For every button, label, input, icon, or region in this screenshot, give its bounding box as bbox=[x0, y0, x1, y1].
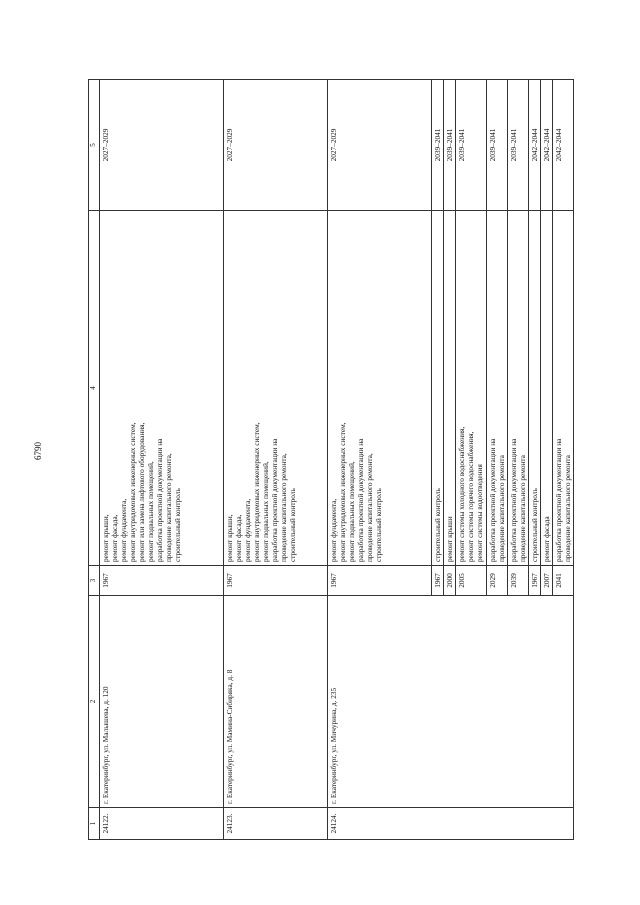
works-cell bbox=[328, 211, 432, 566]
work-item: ремонт подвальных помещений, bbox=[347, 461, 356, 562]
works-cell bbox=[444, 211, 456, 566]
work-item: ремонт фундамента, bbox=[329, 498, 338, 562]
year-cell: 1967 bbox=[328, 566, 432, 596]
period-cell: 2039–2041 bbox=[456, 80, 487, 211]
work-item: ремонт фасада, bbox=[234, 514, 243, 562]
work-item: ремонт подвальных помещений, bbox=[146, 461, 155, 562]
work-item: проведение капитального ремонта, bbox=[365, 453, 374, 562]
year-cell: 2041 bbox=[553, 566, 574, 596]
work-item: ремонт крыши bbox=[445, 516, 454, 562]
work-item: разработка проектной документации на bbox=[554, 438, 563, 562]
table-row bbox=[224, 80, 328, 840]
works-cell bbox=[508, 211, 529, 566]
work-item: ремонт крыши, bbox=[225, 514, 234, 562]
period-cell: 2042–2044 bbox=[541, 80, 553, 211]
work-item: ремонт системы водоотведения bbox=[475, 464, 484, 562]
works-cell bbox=[529, 211, 541, 566]
work-item: ремонт системы горячего водоснабжения, bbox=[466, 431, 475, 562]
work-item: строительный контроль bbox=[173, 488, 182, 562]
period-cell: 2027–2029 bbox=[328, 80, 432, 211]
work-item: ремонт системы холодного водоснабжения, bbox=[457, 426, 466, 562]
address-cell: г. Екатеринбург, ул. Мичурина, д. 235 bbox=[328, 596, 574, 808]
row-number-cell: 24122. bbox=[100, 808, 224, 840]
year-cell: 1967 bbox=[529, 566, 541, 596]
rotated-table-frame bbox=[88, 80, 572, 840]
work-item: ремонт внутридомовых инженерных систем, bbox=[128, 422, 137, 562]
work-item: ремонт фундамента, bbox=[243, 498, 252, 562]
repair-schedule-table bbox=[88, 79, 574, 840]
work-item: ремонт внутридомовых инженерных систем, bbox=[252, 422, 261, 562]
works-cell bbox=[100, 211, 224, 566]
works-cell bbox=[553, 211, 574, 566]
table-body bbox=[89, 80, 574, 840]
work-item: разработка проектной документации на bbox=[270, 438, 279, 562]
work-item: проведение капитального ремонта, bbox=[279, 453, 288, 562]
table-row bbox=[328, 80, 432, 840]
work-item: разработка проектной документации на bbox=[356, 438, 365, 562]
work-item: разработка проектной документации на bbox=[155, 438, 164, 562]
row-number-cell: 24123. bbox=[224, 808, 328, 840]
header-cell-2: 2 bbox=[89, 596, 100, 808]
period-cell: 2042–2044 bbox=[529, 80, 541, 211]
year-cell: 2000 bbox=[444, 566, 456, 596]
work-item: строительный контроль bbox=[288, 488, 297, 562]
works-cell bbox=[224, 211, 328, 566]
address-cell: г. Екатеринбург, ул. Малышева, д. 120 bbox=[100, 596, 224, 808]
period-cell: 2039–2041 bbox=[487, 80, 508, 211]
address-cell: г. Екатеринбург, ул. Мамина-Сибиряка, д. 8 bbox=[224, 596, 328, 808]
year-cell: 1967 bbox=[100, 566, 224, 596]
period-cell: 2027–2029 bbox=[224, 80, 328, 211]
work-item: ремонт крыши, bbox=[101, 514, 110, 562]
header-cell-3: 3 bbox=[89, 566, 100, 596]
row-number-cell: 24124. bbox=[328, 808, 574, 840]
period-cell: 2027–2029 bbox=[100, 80, 224, 211]
rotated-table-wrapper bbox=[88, 80, 572, 840]
works-cell bbox=[432, 211, 444, 566]
works-cell bbox=[487, 211, 508, 566]
work-item: проведение капитального ремонта, bbox=[164, 453, 173, 562]
header-cell-1: 1 bbox=[89, 808, 100, 840]
work-item: ремонт фасада, bbox=[110, 514, 119, 562]
works-cell bbox=[456, 211, 487, 566]
period-cell: 2039–2041 bbox=[444, 80, 456, 211]
period-cell: 2039–2041 bbox=[508, 80, 529, 211]
period-cell: 2039–2041 bbox=[432, 80, 444, 211]
work-item: строительный контроль bbox=[530, 488, 539, 562]
work-item: ремонт внутридомовых инженерных систем, bbox=[338, 422, 347, 562]
work-item: строительный контроль bbox=[374, 488, 383, 562]
page-number: 6790 bbox=[33, 442, 43, 460]
work-item: разработка проектной документации на bbox=[488, 438, 497, 562]
work-item: ремонт фундамента, bbox=[119, 498, 128, 562]
period-cell: 2042–2044 bbox=[553, 80, 574, 211]
work-item: проведение капитального ремонта bbox=[497, 455, 506, 562]
work-item: строительный контроль bbox=[433, 488, 442, 562]
work-item: ремонт или замена лифтового оборудования, bbox=[137, 422, 146, 562]
year-cell: 1967 bbox=[224, 566, 328, 596]
year-cell: 2039 bbox=[508, 566, 529, 596]
header-row bbox=[89, 80, 100, 840]
year-cell: 2029 bbox=[487, 566, 508, 596]
header-cell-4: 4 bbox=[89, 211, 100, 566]
table-row bbox=[100, 80, 224, 840]
header-cell-5: 5 bbox=[89, 80, 100, 211]
work-item: ремонт подвальных помещений, bbox=[261, 461, 270, 562]
work-item: проведение капитального ремонта bbox=[563, 455, 572, 562]
work-item: ремонт фасада bbox=[542, 516, 551, 562]
year-cell: 2007 bbox=[541, 566, 553, 596]
year-cell: 1967 bbox=[432, 566, 444, 596]
work-item: проведение капитального ремонта bbox=[518, 455, 527, 562]
work-item: разработка проектной документации на bbox=[509, 438, 518, 562]
year-cell: 2005 bbox=[456, 566, 487, 596]
works-cell bbox=[541, 211, 553, 566]
